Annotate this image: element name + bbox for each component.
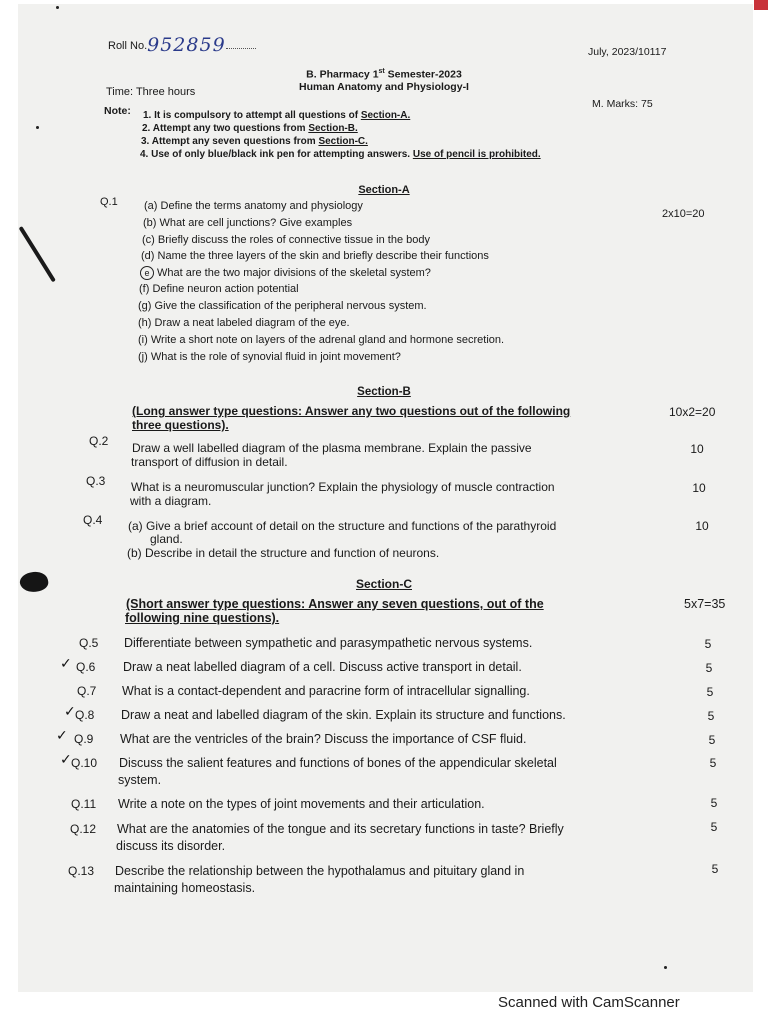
q-text: Draw a neat labelled diagram of a cell. Discuss active transport in detail. [123,660,522,674]
section-a-marks: 2x10=20 [662,208,705,220]
note-item: 3. Attempt any seven questions from Section-C. [141,136,368,147]
q1-item: (d) Name the three layers of the skin and briefly describe their functions [141,250,489,262]
tick-mark-icon: ✓ [56,728,68,744]
q1-item: (f) Define neuron action potential [139,283,299,295]
time-allowed: Time: Three hours [106,86,196,98]
q1-item: (h) Draw a neat labeled diagram of the eye. [138,317,350,329]
speck [56,6,59,9]
q-number: Q.13 [68,864,95,878]
q1-item: e What are the two major divisions of the skeletal system? [140,266,431,280]
roll-label: Roll No. [108,40,148,52]
q-text: What are the ventricles of the brain? Discuss the importance of CSF fluid. [120,732,527,746]
speck [36,126,39,129]
q-marks: 10 [695,519,709,533]
q-text: Draw a neat and labelled diagram of the skin. Explain its structure and functions. [121,708,566,722]
q-text: Differentiate between sympathetic and parasympathetic nervous systems. [124,636,533,650]
q-text: gland. [150,532,183,546]
section-b-instruction: (Long answer type questions: Answer any two questions out of the following [132,404,571,418]
q-marks: 10 [690,442,704,456]
section-c-marks: 5x7=35 [684,597,726,611]
q-text: transport of diffusion in detail. [131,455,288,469]
q-text: Discuss the salient features and functions of bones of the appendicular skeletal [119,756,557,770]
note-label: Note: [104,105,131,117]
roll-number [108,34,256,56]
subject-title: Human Anatomy and Physiology-I [299,81,469,93]
tick-mark-icon: ✓ [60,656,72,672]
section-c-title: Section-C [355,577,412,591]
roll-value-handwritten: 952859 [147,34,226,56]
course-title: B. Pharmacy 1st Semester-2023 [306,68,462,81]
section-c-instruction: (Short answer type questions: Answer any seven questions, out of the [126,597,544,611]
paper-code: July, 2023/10117 [588,46,667,58]
q1-item: (b) What are cell junctions? Give examples [143,217,353,229]
q-number: Q.8 [75,708,95,722]
q-text: discuss its disorder. [116,839,226,853]
section-c-instruction: following nine questions). [125,611,280,625]
note-item: 4. Use of only blue/black ink pen for attempting answers. Use of pencil is prohibited. [140,149,541,160]
q-number: Q.12 [70,822,97,836]
dotted-line [226,48,256,49]
section-b-title: Section-B [357,386,411,398]
q-marks: 5 [709,756,717,770]
q-text: (b) Describe in detail the structure and function of neurons. [127,546,440,560]
tick-mark-icon: ✓ [60,752,72,768]
q-text: What is a contact-dependent and paracrine form of intracellular signalling. [122,684,530,698]
q-text: Describe the relationship between the hypothalamus and pituitary gland in [115,864,525,878]
q1-item: (g) Give the classification of the peripheral nervous system. [138,300,427,312]
q1-item: (c) Briefly discuss the roles of connective tissue in the body [142,234,430,246]
q-text: What is a neuromuscular junction? Explain the physiology of muscle contraction [131,480,555,494]
max-marks: M. Marks: 75 [592,98,653,110]
q-number: Q.11 [71,797,97,811]
edge-mark [754,0,768,10]
q-number: Q.4 [83,513,103,527]
speck [664,966,667,969]
q-text: maintaining homeostasis. [114,881,256,895]
q1-number: Q.1 [100,196,118,208]
q-marks: 5 [706,685,714,699]
q-text: What are the anatomies of the tongue and its secretary functions in taste? Briefly [117,822,564,836]
q-text: Write a note on the types of joint movements and their articulation. [118,797,485,811]
q-marks: 5 [710,820,718,834]
note-item: 2. Attempt any two questions from Section-B. [142,123,358,134]
circled-label: e [140,266,154,280]
q-text: Draw a well labelled diagram of the plasma membrane. Explain the passive [132,441,532,455]
q-marks: 10 [692,481,706,495]
q-text: system. [118,773,162,787]
note-item: 1. It is compulsory to attempt all questions of Section-A. [143,110,411,121]
q-marks: 5 [708,733,716,747]
q-number: Q.6 [76,660,96,674]
q-text: (a) Give a brief account of detail on the structure and functions of the parathyroid [128,519,557,533]
section-b-marks: 10x2=20 [669,405,716,419]
q-number: Q.3 [86,474,106,488]
q-number: Q.7 [77,684,97,698]
scanner-watermark: Scanned with CamScanner [498,994,680,1011]
q-marks: 5 [710,796,718,810]
tick-mark-icon: ✓ [64,704,76,720]
section-a-title: Section-A [358,184,410,196]
q-text: with a diagram. [130,494,212,508]
q-marks: 5 [707,709,715,723]
q-marks: 5 [704,637,712,651]
q-number: Q.2 [89,434,109,448]
q1-item: (j) What is the role of synovial fluid in joint movement? [138,351,401,363]
q-number: Q.5 [79,636,99,650]
q-marks: 5 [711,862,719,876]
q-marks: 5 [705,661,713,675]
q1-item: (i) Write a short note on layers of the adrenal gland and hormone secretion. [138,334,505,346]
section-b-instruction: three questions). [132,418,229,432]
q-number: Q.9 [74,732,94,746]
q-number: Q.10 [71,756,98,770]
q1-item: (a) Define the terms anatomy and physiology [144,200,363,212]
